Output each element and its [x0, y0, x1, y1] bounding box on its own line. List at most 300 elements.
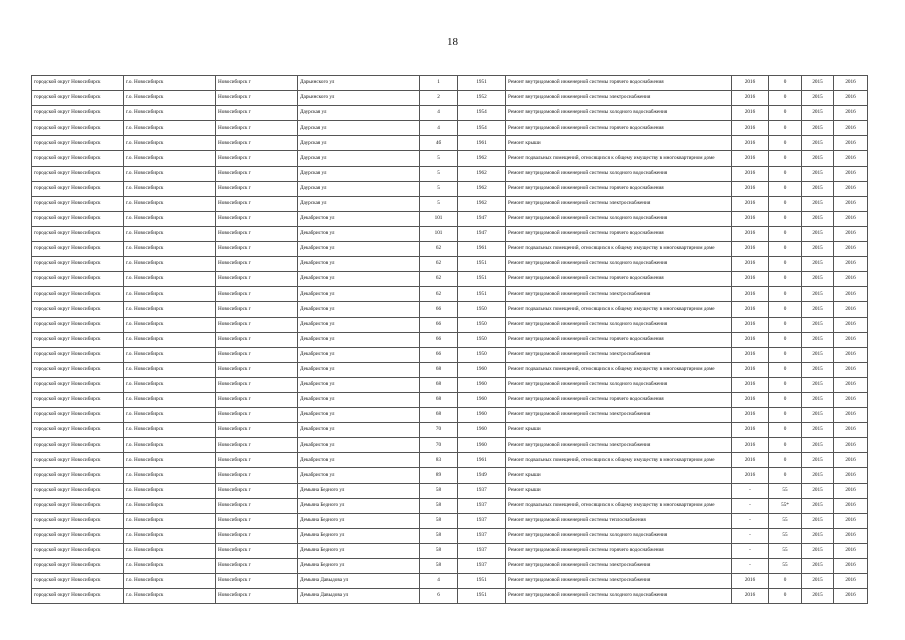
period-end-cell: 2016 — [834, 106, 868, 121]
table-row — [32, 136, 868, 151]
district-cell: г.о. Новосибирск — [124, 317, 216, 332]
municipality-cell: городской округ Новосибирск — [32, 136, 124, 151]
municipality-cell: городской округ Новосибирск — [32, 347, 124, 362]
municipality-cell: городской округ Новосибирск — [32, 438, 124, 453]
build-year-cell: 1962 — [458, 166, 506, 181]
municipality-cell: городской округ Новосибирск — [32, 513, 124, 528]
street-cell: Дарьинского ул — [298, 76, 420, 91]
municipality-cell: городской округ Новосибирск — [32, 211, 124, 226]
plan-year-cell: 2016 — [732, 332, 769, 347]
street-cell: Декабристов ул — [298, 287, 420, 302]
district-cell: г.о. Новосибирск — [124, 302, 216, 317]
district-cell: г.о. Новосибирск — [124, 106, 216, 121]
build-year-cell: 1960 — [458, 362, 506, 377]
build-year-cell: 1951 — [458, 574, 506, 589]
municipality-cell: городской округ Новосибирск — [32, 453, 124, 468]
repair-work-cell: Ремонт внутридомовой инженерной системы холодного водоснабжения — [506, 317, 732, 332]
period-end-cell: 2016 — [834, 513, 868, 528]
period-end-cell: 2016 — [834, 347, 868, 362]
plan-year-cell: 2016 — [732, 121, 769, 136]
amount-cell: 0 — [769, 332, 802, 347]
house-number-cell: 4 — [420, 574, 458, 589]
amount-cell: 0 — [769, 347, 802, 362]
repair-work-cell: Ремонт крыши — [506, 483, 732, 498]
plan-year-cell: 2016 — [732, 106, 769, 121]
period-start-cell: 2015 — [802, 543, 834, 558]
district-cell: г.о. Новосибирск — [124, 91, 216, 106]
table-row — [32, 543, 868, 558]
table-row — [32, 498, 868, 513]
repair-work-cell: Ремонт подвальных помещений, относящихся к общему имуществу в многоквартирном доме — [506, 498, 732, 513]
build-year-cell: 1951 — [458, 589, 506, 604]
build-year-cell: 1950 — [458, 347, 506, 362]
period-start-cell: 2015 — [802, 423, 834, 438]
period-start-cell: 2015 — [802, 377, 834, 392]
amount-cell: 0 — [769, 468, 802, 483]
city-cell: Новосибирск г — [216, 181, 298, 196]
city-cell: Новосибирск г — [216, 589, 298, 604]
city-cell: Новосибирск г — [216, 392, 298, 407]
amount-cell: 55 — [769, 543, 802, 558]
city-cell: Новосибирск г — [216, 302, 298, 317]
house-number-cell: 66 — [420, 332, 458, 347]
street-cell: Демьяна Давыдова ул — [298, 589, 420, 604]
city-cell: Новосибирск г — [216, 332, 298, 347]
city-cell: Новосибирск г — [216, 151, 298, 166]
plan-year-cell: 2016 — [732, 242, 769, 257]
table-row — [32, 589, 868, 604]
repair-work-cell: Ремонт крыши — [506, 468, 732, 483]
city-cell: Новосибирск г — [216, 226, 298, 241]
table-row — [32, 392, 868, 407]
amount-cell: 0 — [769, 392, 802, 407]
street-cell: Дарьинского ул — [298, 91, 420, 106]
period-end-cell: 2016 — [834, 196, 868, 211]
municipality-cell: городской округ Новосибирск — [32, 196, 124, 211]
street-cell: Декабристов ул — [298, 453, 420, 468]
table-row — [32, 347, 868, 362]
table-row — [32, 272, 868, 287]
municipality-cell: городской округ Новосибирск — [32, 362, 124, 377]
period-start-cell: 2015 — [802, 302, 834, 317]
house-number-cell: 62 — [420, 257, 458, 272]
city-cell: Новосибирск г — [216, 438, 298, 453]
amount-cell: 55 — [769, 513, 802, 528]
city-cell: Новосибирск г — [216, 483, 298, 498]
district-cell: г.о. Новосибирск — [124, 76, 216, 91]
table-row — [32, 226, 868, 241]
house-number-cell: 6 — [420, 589, 458, 604]
plan-year-cell: 2016 — [732, 272, 769, 287]
plan-year-cell: 2016 — [732, 302, 769, 317]
repair-work-cell: Ремонт внутридомовой инженерной системы холодного водоснабжения — [506, 528, 732, 543]
plan-year-cell: - — [732, 543, 769, 558]
period-end-cell: 2016 — [834, 181, 868, 196]
amount-cell: 0 — [769, 211, 802, 226]
plan-year-cell: 2016 — [732, 226, 769, 241]
period-start-cell: 2015 — [802, 151, 834, 166]
house-number-cell: 58 — [420, 483, 458, 498]
city-cell: Новосибирск г — [216, 136, 298, 151]
table-row — [32, 181, 868, 196]
table-row — [32, 423, 868, 438]
period-end-cell: 2016 — [834, 528, 868, 543]
plan-year-cell: 2016 — [732, 317, 769, 332]
district-cell: г.о. Новосибирск — [124, 543, 216, 558]
table-row — [32, 377, 868, 392]
amount-cell: 0 — [769, 287, 802, 302]
district-cell: г.о. Новосибирск — [124, 453, 216, 468]
amount-cell: 0 — [769, 574, 802, 589]
municipality-cell: городской округ Новосибирск — [32, 257, 124, 272]
build-year-cell: 1937 — [458, 513, 506, 528]
repair-work-cell: Ремонт внутридомовой инженерной системы горячего водоснабжения — [506, 76, 732, 91]
municipality-cell: городской округ Новосибирск — [32, 468, 124, 483]
table-row — [32, 483, 868, 498]
street-cell: Даурская ул — [298, 181, 420, 196]
build-year-cell: 1937 — [458, 483, 506, 498]
plan-year-cell: 2016 — [732, 257, 769, 272]
district-cell: г.о. Новосибирск — [124, 196, 216, 211]
repair-work-cell: Ремонт внутридомовой инженерной системы горячего водоснабжения — [506, 543, 732, 558]
house-number-cell: 58 — [420, 559, 458, 574]
municipality-cell: городской округ Новосибирск — [32, 498, 124, 513]
amount-cell: 0 — [769, 257, 802, 272]
street-cell: Декабристов ул — [298, 438, 420, 453]
period-end-cell: 2016 — [834, 136, 868, 151]
municipality-cell: городской округ Новосибирск — [32, 574, 124, 589]
repair-work-cell: Ремонт внутридомовой инженерной системы горячего водоснабжения — [506, 121, 732, 136]
district-cell: г.о. Новосибирск — [124, 347, 216, 362]
plan-year-cell: 2016 — [732, 91, 769, 106]
repair-work-cell: Ремонт подвальных помещений, относящихся к общему имуществу в многоквартирном доме — [506, 362, 732, 377]
city-cell: Новосибирск г — [216, 242, 298, 257]
city-cell: Новосибирск г — [216, 362, 298, 377]
house-number-cell: 68 — [420, 392, 458, 407]
amount-cell: 0 — [769, 362, 802, 377]
district-cell: г.о. Новосибирск — [124, 377, 216, 392]
street-cell: Декабристов ул — [298, 423, 420, 438]
build-year-cell: 1961 — [458, 453, 506, 468]
table-row — [32, 196, 868, 211]
period-end-cell: 2016 — [834, 408, 868, 423]
district-cell: г.о. Новосибирск — [124, 136, 216, 151]
district-cell: г.о. Новосибирск — [124, 362, 216, 377]
build-year-cell: 1937 — [458, 559, 506, 574]
period-end-cell: 2016 — [834, 483, 868, 498]
plan-year-cell: 2016 — [732, 76, 769, 91]
repair-work-cell: Ремонт внутридомовой инженерной системы горячего водоснабжения — [506, 332, 732, 347]
period-end-cell: 2016 — [834, 589, 868, 604]
amount-cell: 0 — [769, 242, 802, 257]
period-end-cell: 2016 — [834, 438, 868, 453]
build-year-cell: 1960 — [458, 423, 506, 438]
build-year-cell: 1952 — [458, 91, 506, 106]
build-year-cell: 1951 — [458, 257, 506, 272]
plan-year-cell: 2016 — [732, 574, 769, 589]
table-row — [32, 242, 868, 257]
period-end-cell: 2016 — [834, 423, 868, 438]
street-cell: Демьяна Бедного ул — [298, 483, 420, 498]
house-number-cell: 66 — [420, 302, 458, 317]
municipality-cell: городской округ Новосибирск — [32, 106, 124, 121]
district-cell: г.о. Новосибирск — [124, 226, 216, 241]
build-year-cell: 1947 — [458, 226, 506, 241]
build-year-cell: 1961 — [458, 242, 506, 257]
build-year-cell: 1937 — [458, 543, 506, 558]
amount-cell: 0 — [769, 76, 802, 91]
build-year-cell: 1950 — [458, 302, 506, 317]
city-cell: Новосибирск г — [216, 543, 298, 558]
plan-year-cell: 2016 — [732, 166, 769, 181]
repair-work-cell: Ремонт подвальных помещений, относящихся к общему имуществу в многоквартирном доме — [506, 242, 732, 257]
build-year-cell: 1960 — [458, 392, 506, 407]
period-start-cell: 2015 — [802, 589, 834, 604]
table-row — [32, 302, 868, 317]
amount-cell: 55 — [769, 483, 802, 498]
street-cell: Демьяна Бедного ул — [298, 559, 420, 574]
house-number-cell: 66 — [420, 317, 458, 332]
street-cell: Декабристов ул — [298, 362, 420, 377]
table-row — [32, 317, 868, 332]
district-cell: г.о. Новосибирск — [124, 257, 216, 272]
table-row — [32, 211, 868, 226]
period-end-cell: 2016 — [834, 498, 868, 513]
repair-work-cell: Ремонт внутридомовой инженерной системы горячего водоснабжения — [506, 226, 732, 241]
period-start-cell: 2015 — [802, 453, 834, 468]
amount-cell: 0 — [769, 302, 802, 317]
table-row — [32, 574, 868, 589]
municipality-cell: городской округ Новосибирск — [32, 589, 124, 604]
municipality-cell: городской округ Новосибирск — [32, 559, 124, 574]
repair-work-cell: Ремонт внутридомовой инженерной системы холодного водоснабжения — [506, 106, 732, 121]
city-cell: Новосибирск г — [216, 76, 298, 91]
district-cell: г.о. Новосибирск — [124, 121, 216, 136]
city-cell: Новосибирск г — [216, 528, 298, 543]
table-row — [32, 91, 868, 106]
plan-year-cell: 2016 — [732, 453, 769, 468]
register-body — [32, 76, 868, 604]
repair-work-cell: Ремонт внутридомовой инженерной системы холодного водоснабжения — [506, 377, 732, 392]
repair-work-cell: Ремонт внутридомовой инженерной системы теплоснабжения — [506, 513, 732, 528]
amount-cell: 0 — [769, 166, 802, 181]
street-cell: Декабристов ул — [298, 226, 420, 241]
house-number-cell: 4 — [420, 106, 458, 121]
repair-work-cell: Ремонт внутридомовой инженерной системы горячего водоснабжения — [506, 272, 732, 287]
repair-work-cell: Ремонт внутридомовой инженерной системы холодного водоснабжения — [506, 166, 732, 181]
street-cell: Демьяна Бедного ул — [298, 513, 420, 528]
period-start-cell: 2015 — [802, 438, 834, 453]
period-end-cell: 2016 — [834, 559, 868, 574]
house-number-cell: 68 — [420, 377, 458, 392]
table-row — [32, 559, 868, 574]
municipality-cell: городской округ Новосибирск — [32, 317, 124, 332]
build-year-cell: 1937 — [458, 498, 506, 513]
repair-work-cell: Ремонт внутридомовой инженерной системы электроснабжения — [506, 408, 732, 423]
period-start-cell: 2015 — [802, 392, 834, 407]
house-number-cell: 68 — [420, 408, 458, 423]
plan-year-cell: - — [732, 498, 769, 513]
street-cell: Даурская ул — [298, 136, 420, 151]
house-number-cell: 101 — [420, 226, 458, 241]
period-end-cell: 2016 — [834, 272, 868, 287]
build-year-cell: 1951 — [458, 76, 506, 91]
street-cell: Декабристов ул — [298, 392, 420, 407]
municipality-cell: городской округ Новосибирск — [32, 543, 124, 558]
period-start-cell: 2015 — [802, 513, 834, 528]
district-cell: г.о. Новосибирск — [124, 211, 216, 226]
municipality-cell: городской округ Новосибирск — [32, 242, 124, 257]
period-end-cell: 2016 — [834, 377, 868, 392]
house-number-cell: 5 — [420, 151, 458, 166]
period-end-cell: 2016 — [834, 302, 868, 317]
period-start-cell: 2015 — [802, 181, 834, 196]
street-cell: Даурская ул — [298, 166, 420, 181]
period-start-cell: 2015 — [802, 106, 834, 121]
build-year-cell: 1962 — [458, 196, 506, 211]
period-start-cell: 2015 — [802, 498, 834, 513]
period-start-cell: 2015 — [802, 166, 834, 181]
repair-work-cell: Ремонт крыши — [506, 136, 732, 151]
street-cell: Демьяна Бедного ул — [298, 528, 420, 543]
house-number-cell: 1 — [420, 76, 458, 91]
street-cell: Декабристов ул — [298, 408, 420, 423]
amount-cell: 0 — [769, 151, 802, 166]
street-cell: Декабристов ул — [298, 272, 420, 287]
period-end-cell: 2016 — [834, 121, 868, 136]
street-cell: Декабристов ул — [298, 211, 420, 226]
house-number-cell: 58 — [420, 513, 458, 528]
period-start-cell: 2015 — [802, 287, 834, 302]
table-row — [32, 408, 868, 423]
district-cell: г.о. Новосибирск — [124, 392, 216, 407]
repair-work-cell: Ремонт крыши — [506, 423, 732, 438]
plan-year-cell: 2016 — [732, 423, 769, 438]
capital-repair-register-table — [31, 75, 868, 604]
district-cell: г.о. Новосибирск — [124, 272, 216, 287]
municipality-cell: городской округ Новосибирск — [32, 392, 124, 407]
street-cell: Даурская ул — [298, 106, 420, 121]
period-end-cell: 2016 — [834, 226, 868, 241]
build-year-cell: 1960 — [458, 377, 506, 392]
period-end-cell: 2016 — [834, 91, 868, 106]
municipality-cell: городской округ Новосибирск — [32, 76, 124, 91]
repair-work-cell: Ремонт внутридомовой инженерной системы горячего водоснабжения — [506, 392, 732, 407]
build-year-cell: 1962 — [458, 181, 506, 196]
municipality-cell: городской округ Новосибирск — [32, 423, 124, 438]
period-start-cell: 2015 — [802, 76, 834, 91]
period-end-cell: 2016 — [834, 211, 868, 226]
period-end-cell: 2016 — [834, 543, 868, 558]
house-number-cell: 62 — [420, 287, 458, 302]
municipality-cell: городской округ Новосибирск — [32, 151, 124, 166]
table-row — [32, 76, 868, 91]
amount-cell: 0 — [769, 408, 802, 423]
table-row — [32, 453, 868, 468]
district-cell: г.о. Новосибирск — [124, 574, 216, 589]
house-number-cell: 62 — [420, 272, 458, 287]
district-cell: г.о. Новосибирск — [124, 498, 216, 513]
municipality-cell: городской округ Новосибирск — [32, 408, 124, 423]
period-end-cell: 2016 — [834, 242, 868, 257]
period-start-cell: 2015 — [802, 483, 834, 498]
house-number-cell: 4 — [420, 121, 458, 136]
plan-year-cell: - — [732, 483, 769, 498]
table-row — [32, 468, 868, 483]
city-cell: Новосибирск г — [216, 453, 298, 468]
amount-cell: 0 — [769, 453, 802, 468]
municipality-cell: городской округ Новосибирск — [32, 332, 124, 347]
street-cell: Декабристов ул — [298, 302, 420, 317]
plan-year-cell: 2016 — [732, 287, 769, 302]
build-year-cell: 1954 — [458, 121, 506, 136]
plan-year-cell: 2016 — [732, 468, 769, 483]
period-start-cell: 2015 — [802, 91, 834, 106]
amount-cell: 55 — [769, 559, 802, 574]
municipality-cell: городской округ Новосибирск — [32, 287, 124, 302]
table-row — [32, 362, 868, 377]
period-start-cell: 2015 — [802, 468, 834, 483]
municipality-cell: городской округ Новосибирск — [32, 272, 124, 287]
city-cell: Новосибирск г — [216, 408, 298, 423]
street-cell: Демьяна Давыдова ул — [298, 574, 420, 589]
street-cell: Даурская ул — [298, 151, 420, 166]
build-year-cell: 1949 — [458, 468, 506, 483]
plan-year-cell: 2016 — [732, 377, 769, 392]
city-cell: Новосибирск г — [216, 347, 298, 362]
table-row — [32, 332, 868, 347]
build-year-cell: 1950 — [458, 317, 506, 332]
period-start-cell: 2015 — [802, 332, 834, 347]
municipality-cell: городской округ Новосибирск — [32, 528, 124, 543]
district-cell: г.о. Новосибирск — [124, 151, 216, 166]
table-row — [32, 121, 868, 136]
plan-year-cell: 2016 — [732, 211, 769, 226]
period-end-cell: 2016 — [834, 317, 868, 332]
period-end-cell: 2016 — [834, 151, 868, 166]
district-cell: г.о. Новосибирск — [124, 513, 216, 528]
street-cell: Демьяна Бедного ул — [298, 543, 420, 558]
period-start-cell: 2015 — [802, 408, 834, 423]
table-row — [32, 287, 868, 302]
plan-year-cell: 2016 — [732, 196, 769, 211]
repair-work-cell: Ремонт внутридомовой инженерной системы холодного водоснабжения — [506, 589, 732, 604]
plan-year-cell: 2016 — [732, 362, 769, 377]
city-cell: Новосибирск г — [216, 196, 298, 211]
amount-cell: 0 — [769, 121, 802, 136]
plan-year-cell: 2016 — [732, 151, 769, 166]
build-year-cell: 1960 — [458, 408, 506, 423]
period-end-cell: 2016 — [834, 392, 868, 407]
city-cell: Новосибирск г — [216, 317, 298, 332]
plan-year-cell: - — [732, 528, 769, 543]
build-year-cell: 1951 — [458, 272, 506, 287]
municipality-cell: городской округ Новосибирск — [32, 91, 124, 106]
repair-work-cell: Ремонт внутридомовой инженерной системы электроснабжения — [506, 347, 732, 362]
table-row — [32, 166, 868, 181]
district-cell: г.о. Новосибирск — [124, 438, 216, 453]
period-end-cell: 2016 — [834, 76, 868, 91]
amount-cell: 0 — [769, 91, 802, 106]
period-end-cell: 2016 — [834, 332, 868, 347]
amount-cell: 0 — [769, 423, 802, 438]
street-cell: Декабристов ул — [298, 317, 420, 332]
amount-cell: 0 — [769, 181, 802, 196]
period-end-cell: 2016 — [834, 257, 868, 272]
period-start-cell: 2015 — [802, 362, 834, 377]
city-cell: Новосибирск г — [216, 211, 298, 226]
city-cell: Новосибирск г — [216, 513, 298, 528]
